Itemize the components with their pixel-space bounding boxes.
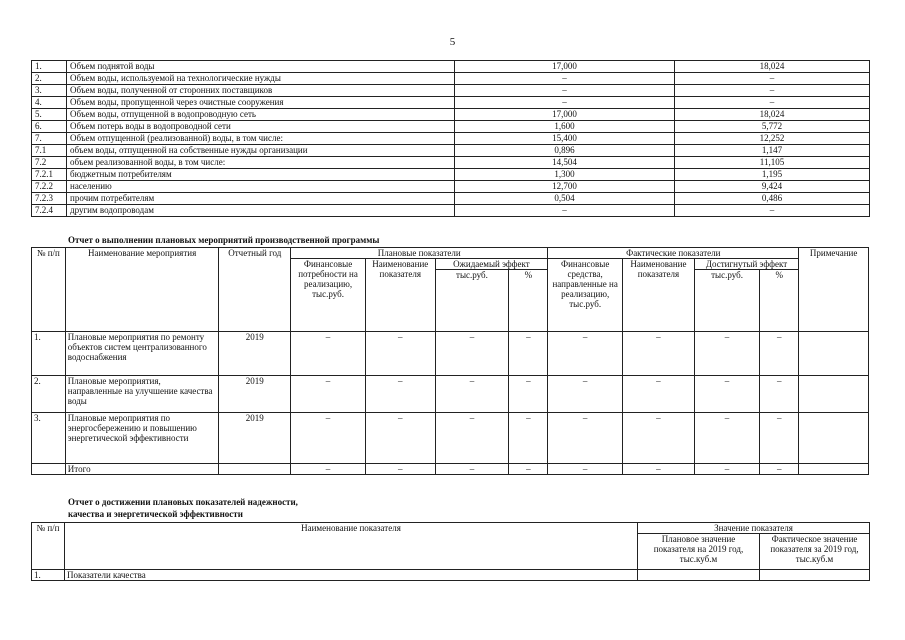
activity-value: – <box>623 376 695 413</box>
row-fact-value: 0,486 <box>675 193 870 205</box>
row-number: 7.2 <box>32 157 67 169</box>
activity-name: Плановые мероприятия по ремонту объектов систем централизованного водоснабжения <box>65 332 219 376</box>
total-note <box>799 464 869 475</box>
water-volume-table <box>31 60 870 217</box>
table-row <box>32 169 870 181</box>
reliability-name: Показатели качества <box>65 570 638 581</box>
activities-table <box>31 247 869 475</box>
activity-value: – <box>694 332 760 376</box>
row-fact-value: – <box>675 205 870 217</box>
row-fact-value: – <box>675 73 870 85</box>
row-plan-value: 17,000 <box>455 61 675 73</box>
activity-number: 1. <box>32 332 66 376</box>
activity-value: – <box>509 413 548 464</box>
header-num: № п/п <box>32 248 66 332</box>
header-fact-pct: % <box>760 270 799 332</box>
row-fact-value: – <box>675 97 870 109</box>
row-name: Объем воды, полученной от сторонних поставщиков <box>67 85 455 97</box>
row-plan-value: 12,700 <box>455 181 675 193</box>
row-plan-value: 0,504 <box>455 193 675 205</box>
activity-value: – <box>760 376 799 413</box>
total-row <box>32 464 869 475</box>
header-note: Примечание <box>799 248 869 332</box>
row-name: объем реализованной воды, в том числе: <box>67 157 455 169</box>
row-plan-value: 17,000 <box>455 109 675 121</box>
table-row <box>32 157 870 169</box>
activity-value: – <box>548 376 623 413</box>
total-num <box>32 464 66 475</box>
row-fact-value: 12,252 <box>675 133 870 145</box>
table-row <box>32 61 870 73</box>
table-row <box>32 97 870 109</box>
row-number: 6. <box>32 121 67 133</box>
row-name: Объем поднятой воды <box>67 61 455 73</box>
row-number: 7. <box>32 133 67 145</box>
header-fact-group: Фактические показатели <box>548 248 799 259</box>
activity-value: – <box>509 332 548 376</box>
table-row <box>32 109 870 121</box>
row-fact-value: 5,772 <box>675 121 870 133</box>
reliability-number: 1. <box>32 570 65 581</box>
rel-header-plan: Плановое значение показателя на 2019 год, тыс.куб.м <box>638 534 760 570</box>
header-fact-rub: тыс.руб. <box>694 270 760 332</box>
header-fact-indicator: Наименование показателя <box>623 259 695 332</box>
row-fact-value: 9,424 <box>675 181 870 193</box>
activity-value: – <box>291 376 366 413</box>
reliability-table-body <box>32 570 870 581</box>
table-row <box>32 73 870 85</box>
page-number: 5 <box>449 36 456 48</box>
row-number: 7.1 <box>32 145 67 157</box>
total-value: – <box>435 464 509 475</box>
total-value: – <box>548 464 623 475</box>
table-row <box>32 193 870 205</box>
activity-value: – <box>548 413 623 464</box>
activity-year: 2019 <box>219 376 291 413</box>
row-fact-value: 1,147 <box>675 145 870 157</box>
table-row <box>32 376 869 413</box>
rel-header-value-group: Значение показателя <box>638 523 870 534</box>
activity-year: 2019 <box>219 413 291 464</box>
activity-note <box>799 332 869 376</box>
rel-header-fact: Фактическое значение показателя за 2019 год, тыс.куб.м <box>760 534 870 570</box>
total-value: – <box>694 464 760 475</box>
activity-value: – <box>365 376 435 413</box>
table-row <box>32 413 869 464</box>
row-fact-value: 18,024 <box>675 61 870 73</box>
row-fact-value: 11,105 <box>675 157 870 169</box>
total-value: – <box>760 464 799 475</box>
reliability-fact <box>760 570 870 581</box>
activity-number: 3. <box>32 413 66 464</box>
reliability-title-line2: качества и энергетической эффективности <box>68 509 243 519</box>
header-plan-rub: тыс.руб. <box>435 270 509 332</box>
row-number: 3. <box>32 85 67 97</box>
activity-value: – <box>291 413 366 464</box>
header-fact-finance: Финансовые средства, направленные на реализацию, тыс.руб. <box>548 259 623 332</box>
rel-header-num: № п/п <box>32 523 65 570</box>
row-number: 2. <box>32 73 67 85</box>
header-fact-effect: Достигнутый эффект <box>694 259 799 270</box>
row-plan-value: – <box>455 205 675 217</box>
activity-value: – <box>435 376 509 413</box>
total-value: – <box>623 464 695 475</box>
row-plan-value: – <box>455 97 675 109</box>
activity-year: 2019 <box>219 332 291 376</box>
table-row <box>32 145 870 157</box>
total-value: – <box>291 464 366 475</box>
row-name: Объем воды, отпущенной в водопроводную сеть <box>67 109 455 121</box>
header-plan-effect: Ожидаемый эффект <box>435 259 548 270</box>
row-plan-value: 1,300 <box>455 169 675 181</box>
row-name: бюджетным потребителям <box>67 169 455 181</box>
activity-value: – <box>694 413 760 464</box>
activity-value: – <box>694 376 760 413</box>
header-plan-finance: Финансовые потребности на реализацию, тыс.руб. <box>291 259 366 332</box>
header-plan-indicator: Наименование показателя <box>365 259 435 332</box>
row-number: 7.2.3 <box>32 193 67 205</box>
row-number: 7.2.2 <box>32 181 67 193</box>
activity-value: – <box>623 413 695 464</box>
reliability-plan <box>638 570 760 581</box>
activities-table-body <box>32 332 869 475</box>
activity-value: – <box>760 413 799 464</box>
table-row <box>32 332 869 376</box>
activity-value: – <box>291 332 366 376</box>
row-name: другим водопроводам <box>67 205 455 217</box>
rel-header-name: Наименование показателя <box>65 523 638 570</box>
total-value: – <box>365 464 435 475</box>
row-number: 1. <box>32 61 67 73</box>
row-fact-value: – <box>675 85 870 97</box>
row-plan-value: 0,896 <box>455 145 675 157</box>
row-plan-value: 14,504 <box>455 157 675 169</box>
activity-value: – <box>365 332 435 376</box>
table-row <box>32 121 870 133</box>
total-label: Итого <box>65 464 219 475</box>
activity-value: – <box>760 332 799 376</box>
activity-number: 2. <box>32 376 66 413</box>
row-name: объем воды, отпущенной на собственные нужды организации <box>67 145 455 157</box>
header-plan-group: Плановые показатели <box>291 248 548 259</box>
table-row <box>32 133 870 145</box>
activity-value: – <box>548 332 623 376</box>
row-plan-value: 15,400 <box>455 133 675 145</box>
header-year: Отчетный год <box>219 248 291 332</box>
row-fact-value: 18,024 <box>675 109 870 121</box>
row-name: Объем воды, используемой на технологические нужды <box>67 73 455 85</box>
row-plan-value: – <box>455 73 675 85</box>
reliability-title-line1: Отчет о достижении плановых показателей надежности, <box>68 497 298 507</box>
activity-value: – <box>623 332 695 376</box>
header-activity-name: Наименование мероприятия <box>65 248 219 332</box>
activity-note <box>799 413 869 464</box>
table-row <box>32 85 870 97</box>
row-name: Объем потерь воды в водопроводной сети <box>67 121 455 133</box>
activities-title: Отчет о выполнении плановых мероприятий производственной программы <box>68 235 380 245</box>
row-plan-value: 1,600 <box>455 121 675 133</box>
row-name: прочим потребителям <box>67 193 455 205</box>
activity-value: – <box>365 413 435 464</box>
row-name: Объем воды, пропущенной через очистные сооружения <box>67 97 455 109</box>
row-name: населению <box>67 181 455 193</box>
table-row <box>32 205 870 217</box>
row-fact-value: 1,195 <box>675 169 870 181</box>
total-value: – <box>509 464 548 475</box>
row-name: Объем отпущенной (реализованной) воды, в том числе: <box>67 133 455 145</box>
row-number: 5. <box>32 109 67 121</box>
table-row <box>32 570 870 581</box>
activity-name: Плановые мероприятия, направленные на улучшение качества воды <box>65 376 219 413</box>
reliability-table <box>31 522 870 581</box>
row-number: 4. <box>32 97 67 109</box>
total-year <box>219 464 291 475</box>
row-plan-value: – <box>455 85 675 97</box>
row-number: 7.2.4 <box>32 205 67 217</box>
water-volume-table-body <box>32 61 870 217</box>
activity-value: – <box>509 376 548 413</box>
row-number: 7.2.1 <box>32 169 67 181</box>
table-row <box>32 181 870 193</box>
activity-value: – <box>435 332 509 376</box>
header-plan-pct: % <box>509 270 548 332</box>
activity-value: – <box>435 413 509 464</box>
activity-note <box>799 376 869 413</box>
activity-name: Плановые мероприятия по энергосбережению и повышению энергетической эффективности <box>65 413 219 464</box>
